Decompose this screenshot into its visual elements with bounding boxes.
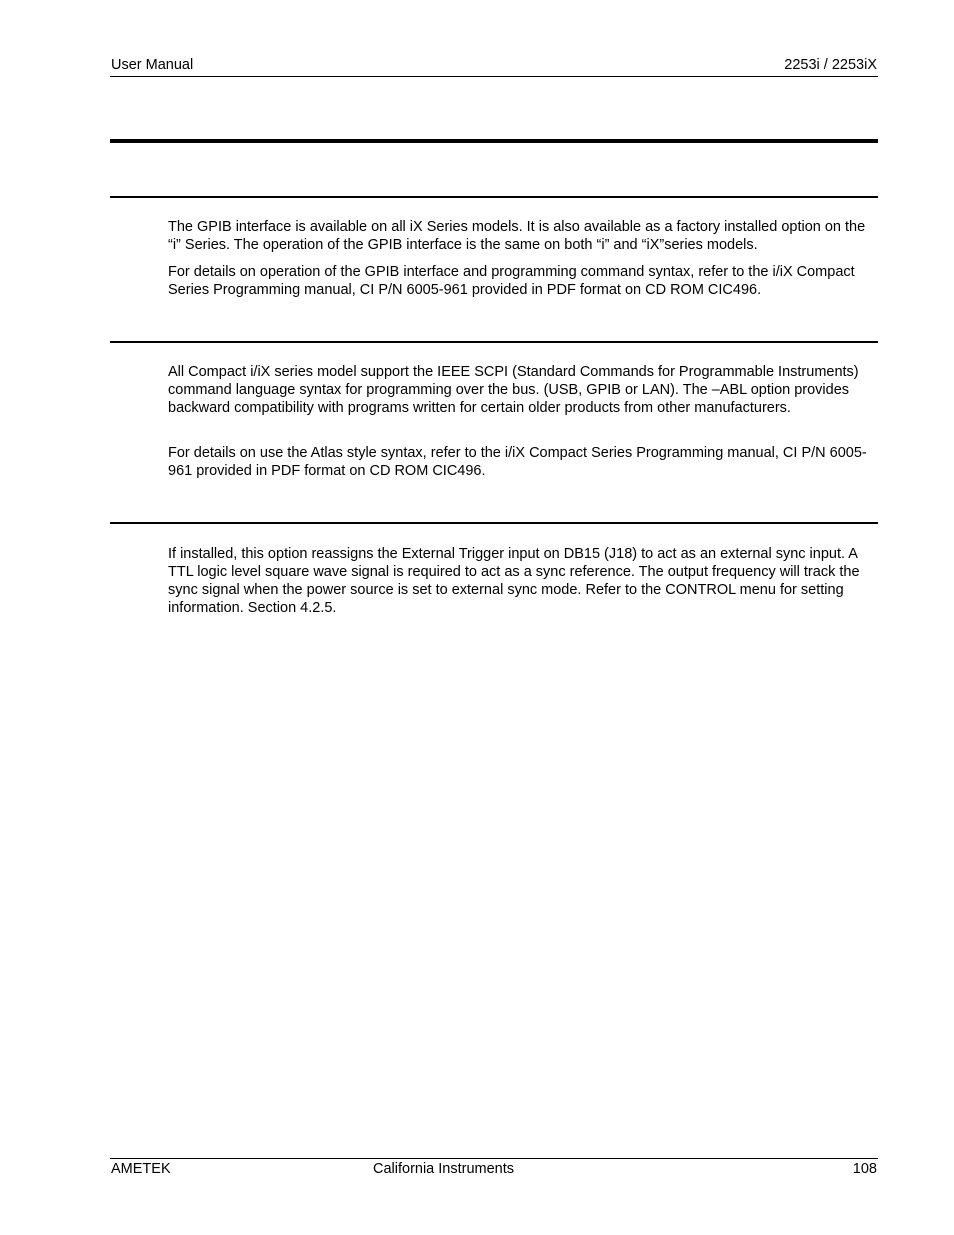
- header-left-title: User Manual: [111, 57, 194, 73]
- section-1-paragraph-1: The GPIB interface is available on all iX Series models. It is also available as a factory installed option on the “i” Series. The operation of the GPIB interface is the same on both “i” and “iX”series models.: [168, 219, 866, 253]
- section-3-paragraph-1: If installed, this option reassigns the External Trigger input on DB15 (J18) to act as an external sync input. A TTL logic level square wave signal is required to act as a sync reference. The output frequency will track the sync signal when the power source is set to external sync mode. Refer to the CONTROL menu for setting information. Section 4.2.5.: [168, 546, 860, 616]
- section-2-paragraph-2: For details on use the Atlas style syntax, refer to the i/iX Compact Series Programming manual, CI P/N 6005-961 provided in PDF format on CD ROM CIC496.: [168, 445, 867, 479]
- section-2-paragraph-1: All Compact i/iX series model support the IEEE SCPI (Standard Commands for Programmable Instruments) command language syntax for programming over the bus. (USB, GPIB or LAN). The –ABL option provides backward compatibility with programs written for certain older products from other manufacturers.: [168, 364, 859, 416]
- footer-division: California Instruments: [373, 1161, 515, 1177]
- section-3-heading-rule: [110, 522, 878, 524]
- footer-company: AMETEK: [111, 1161, 171, 1177]
- footer-page-number: 108: [852, 1161, 877, 1177]
- header-right-model: 2253i / 2253iX: [784, 57, 877, 73]
- section-1-heading-rule: [110, 196, 878, 198]
- section-1-paragraph-2: For details on operation of the GPIB interface and programming command syntax, refer to the i/iX Compact Series Programming manual, CI P/N 6005-961 provided in PDF format on CD ROM CIC496.: [168, 264, 855, 298]
- section-2-heading-rule: [110, 341, 878, 343]
- header-rule: [110, 76, 878, 77]
- chapter-heading-rule: [110, 139, 878, 143]
- footer-rule: [110, 1158, 878, 1159]
